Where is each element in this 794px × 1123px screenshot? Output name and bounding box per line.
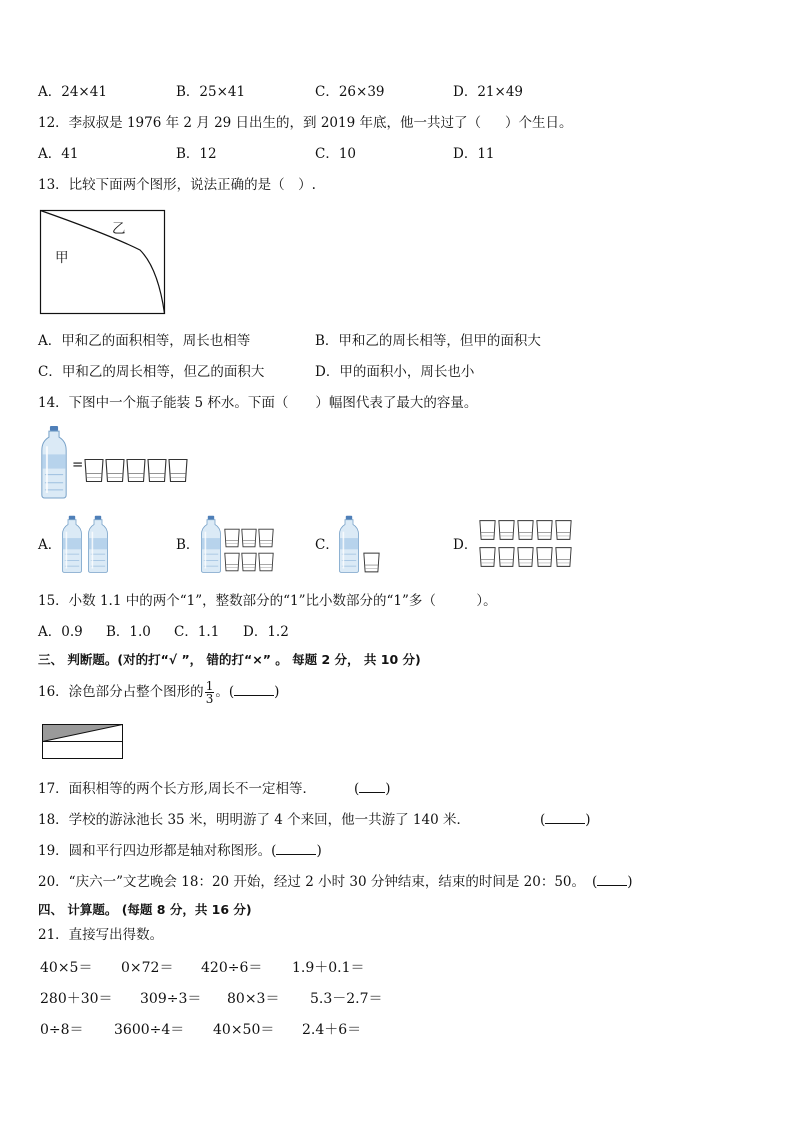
q12-stem <box>38 114 573 132</box>
q20-stem: 20．“庆六一”文艺晚会 18：20 开始，经过 2 小时 30 分钟结束，结束的时间是 20：50。 <box>38 874 585 890</box>
q16-stem <box>38 680 279 705</box>
q11-option-d: D．21×49 <box>453 84 523 100</box>
calc-item: 0÷8＝ <box>40 1022 84 1038</box>
q15-option-d: D．1.2 <box>243 624 289 640</box>
q14-option-c-figure-icon <box>337 515 387 577</box>
q18-close: ) <box>585 812 591 828</box>
calc-item: 80×3＝ <box>227 991 280 1007</box>
q15-option-c: C．1.1 <box>174 624 220 640</box>
q20-open: ( <box>592 874 598 890</box>
q16-fraction-denominator: 3 <box>205 692 214 706</box>
q20-answer <box>592 873 633 891</box>
q14-bottle-icon <box>38 426 70 499</box>
calc-item: 2.4＋6＝ <box>302 1022 362 1038</box>
q16-fraction-numerator: 1 <box>205 679 214 693</box>
calc-item: 5.3－2.7＝ <box>310 991 383 1007</box>
q17-open: ( <box>353 781 360 797</box>
calc-item: 3600÷4＝ <box>114 1022 185 1038</box>
q15-option-a: A．0.9 <box>38 624 83 640</box>
q14-option-c: C． <box>315 537 339 553</box>
calc-item: 40×5＝ <box>40 960 93 976</box>
q14-cups-icon <box>84 458 190 484</box>
q16-close: ) <box>274 684 280 700</box>
q21-stem: 21．直接写出得数。 <box>38 927 164 943</box>
q12-option-c: C．10 <box>315 146 357 162</box>
q19-close: ) <box>316 843 322 859</box>
q17-stem-row <box>38 780 391 798</box>
q12-option-d: D．11 <box>453 146 495 162</box>
q16-answer-blank[interactable] <box>234 683 274 696</box>
section-4-heading: 四、 计算题。 (每题 8 分，共 16 分) <box>38 902 252 917</box>
q14-option-d: D． <box>453 537 478 553</box>
q11-option-c: C．26×39 <box>315 84 385 100</box>
q13-stem: 13．比较下面两个图形，说法正确的是（ ）. <box>38 177 316 193</box>
q13-option-c: C．甲和乙的周长相等，但乙的面积大 <box>38 364 265 380</box>
calc-item: 420÷6＝ <box>201 960 263 976</box>
q12-stem-post: ）个生日。 <box>505 115 573 131</box>
calc-item: 280＋30＝ <box>40 991 113 1007</box>
q18-open: ( <box>540 812 546 828</box>
section-3-heading: 三、 判断题。(对的打“√ ”， 错的打“×” 。 每题 2 分， 共 10 分) <box>38 652 421 667</box>
q17-answer-blank[interactable] <box>359 780 385 793</box>
q17-stem: 17．面积相等的两个长方形,周长不一定相等． <box>38 781 316 797</box>
q20-close: ) <box>627 874 633 890</box>
q13-option-d: D．甲的面积小，周长也小 <box>315 364 475 380</box>
q14-option-a: A． <box>38 537 62 553</box>
calc-item: 40×50＝ <box>213 1022 275 1038</box>
q13-option-a: A．甲和乙的面积相等，周长也相等 <box>38 333 251 349</box>
q14-option-d-cups-icon <box>479 519 575 571</box>
q11-option-b: B．25×41 <box>176 84 246 100</box>
calc-item: 1.9＋0.1＝ <box>292 960 365 976</box>
q17-close: ) <box>385 781 391 797</box>
q14-option-b-figure-icon <box>199 515 279 577</box>
q16-stem-post: 。( <box>215 684 235 700</box>
q14-stem: 14．下图中一个瓶子能装 5 杯水。下面（ ）幅图代表了最大的容量。 <box>38 395 478 411</box>
q15-stem: 15．小数 1.1 中的两个“1”，整数部分的“1”比小数部分的“1”多（ ）。 <box>38 593 497 609</box>
q20-answer-blank[interactable] <box>597 873 627 886</box>
q19-answer-blank[interactable] <box>276 842 316 855</box>
q16-fraction <box>205 680 215 705</box>
q11-option-a: A．24×41 <box>38 84 107 100</box>
q12-option-b: B．12 <box>176 146 217 162</box>
q14-option-a-bottles-icon <box>60 515 110 575</box>
q14-equals: = <box>72 457 84 473</box>
q13-label-jia: 甲 <box>55 250 69 266</box>
calc-item: 309÷3＝ <box>140 991 202 1007</box>
q15-option-b: B．1.0 <box>106 624 151 640</box>
q16-shaded-figure <box>42 724 124 760</box>
q12-stem-pre: 12．李叔叔是 1976 年 2 月 29 日出生的，到 2019 年底，他一共过了（ <box>38 115 481 131</box>
q13-label-yi: 乙 <box>112 221 126 237</box>
q18-answer <box>540 811 591 829</box>
q12-option-a: A．41 <box>38 146 79 162</box>
q16-stem-pre: 16．涂色部分占整个图形的 <box>38 684 204 700</box>
q13-option-b: B．甲和乙的周长相等，但甲的面积大 <box>315 333 541 349</box>
q18-stem: 18．学校的游泳池长 35 米，明明游了 4 个来回，他一共游了 140 米． <box>38 812 470 828</box>
q19-stem-row <box>38 842 322 860</box>
q18-answer-blank[interactable] <box>545 811 585 824</box>
q14-option-b: B． <box>176 537 200 553</box>
calc-item: 0×72＝ <box>121 960 174 976</box>
q19-stem: 19．圆和平行四边形都是轴对称图形。( <box>38 843 277 859</box>
